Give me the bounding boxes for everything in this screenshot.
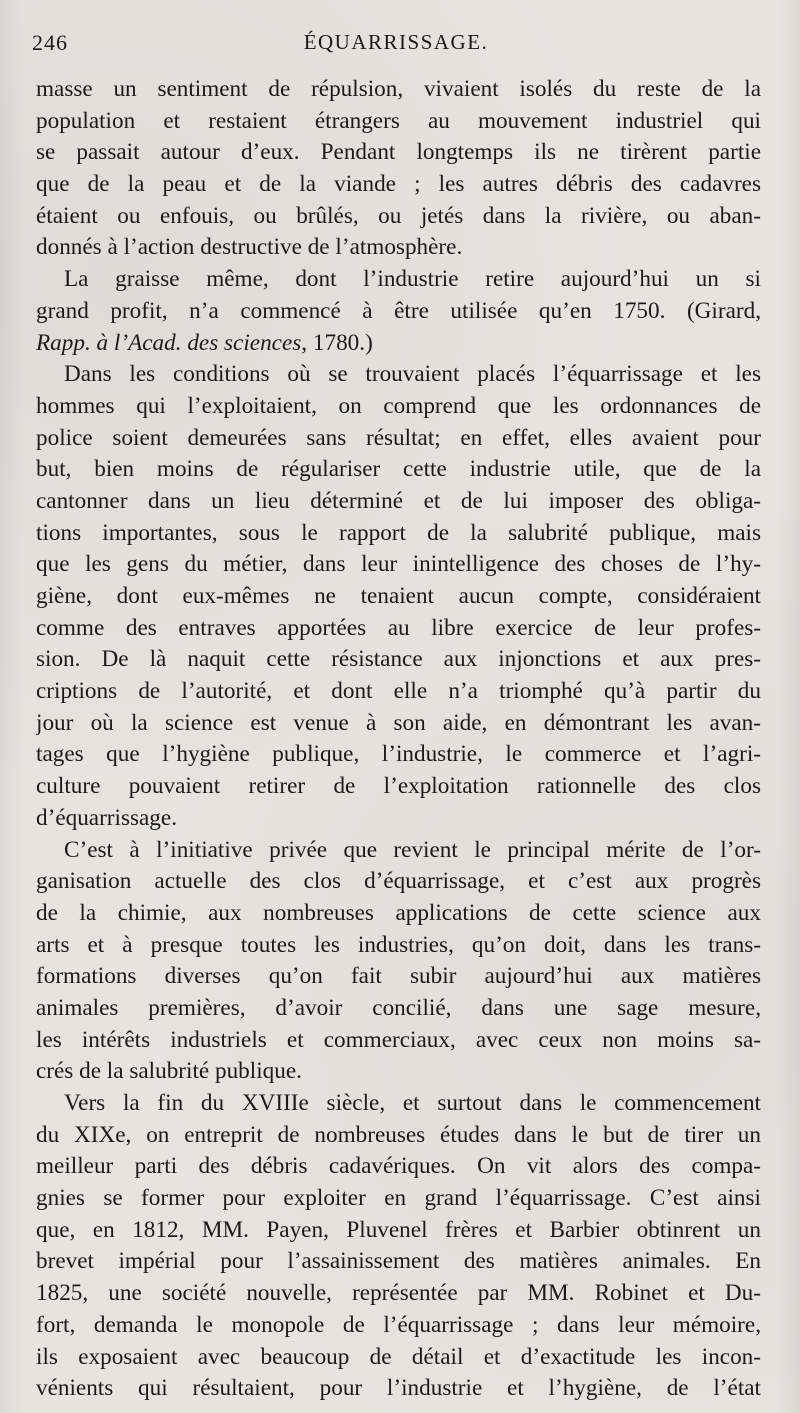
text-line: hommes qui l’exploitaient, on comprend que les ordonnances de	[36, 392, 761, 419]
text-line: masse un sentiment de répulsion, vivaient isolés du reste de la	[36, 76, 761, 102]
body-text	[36, 74, 761, 1405]
page-number: 246	[32, 30, 68, 55]
text-line: Vers la fin du XVIIIe siècle, et surtout dans le commencement	[64, 1090, 761, 1116]
text-line: meilleur parti des débris cadavériques. On vit alors des compa-	[36, 1153, 761, 1180]
running-head	[32, 30, 760, 62]
text-line: du XIXe, on entreprit de nombreuses études dans le but de tirer un	[36, 1121, 761, 1148]
text-line: tions importantes, sous le rapport de la salubrité publique, mais	[36, 519, 761, 546]
text-line: que les gens du métier, dans leur inintelligence des choses de l’hy-	[36, 551, 761, 578]
text-line: criptions de l’autorité, et dont elle n’a triomphé qu’à partir du	[36, 678, 761, 705]
text-line: de la chimie, aux nombreuses applications de cette science aux	[36, 899, 761, 926]
text-line: les intérêts industriels et commerciaux, avec ceux non moins sa-	[36, 1026, 761, 1053]
text-line: Rapp. à l’Acad. des sciences, 1780.)	[36, 329, 373, 356]
text-line: ganisation actuelle des clos d’équarrissage, et c’est aux progrès	[36, 868, 761, 895]
text-line: brevet impérial pour l’assainissement des matières animales. En	[36, 1248, 761, 1275]
text-line: que, en 1812, MM. Payen, Pluvenel frères et Barbier obtinrent un	[36, 1216, 761, 1243]
text-line: La graisse même, dont l’industrie retire aujourd’hui un si	[64, 266, 761, 293]
text-line: se passait autour d’eux. Pendant longtemps ils ne tirèrent partie	[36, 139, 761, 166]
text-line: Dans les conditions où se trouvaient placés l’équarrissage et les	[64, 361, 761, 388]
running-title: ÉQUARRISSAGE.	[303, 30, 489, 54]
text-line: jour où la science est venue à son aide, en démontrant les avan-	[36, 709, 761, 736]
text-line: cantonner dans un lieu déterminé et de lui imposer des obliga-	[36, 487, 761, 514]
text-line: grand profit, n’a commencé à être utilisée qu’en 1750. (Girard,	[36, 297, 761, 324]
text-line: C’est à l’initiative privée que revient le principal mérite de l’or-	[64, 836, 761, 863]
text-line: d’équarrissage.	[36, 804, 177, 831]
citation-title: Rapp. à l’Acad. des sciences	[36, 329, 302, 356]
text-line: crés de la salubrité publique.	[36, 1058, 302, 1085]
text-line: donnés à l’action destructive de l’atmosphère.	[36, 234, 463, 261]
text-line: ils exposaient avec beaucoup de détail et d’exactitude les incon-	[36, 1343, 761, 1370]
text-line: giène, dont eux-mêmes ne tenaient aucun compte, considéraient	[36, 583, 761, 609]
text-line: formations diverses qu’on fait subir aujourd’hui aux matières	[36, 963, 761, 990]
text-line: fort, demanda le monopole de l’équarrissage ; dans leur mémoire,	[36, 1311, 761, 1338]
text-line: arts et à presque toutes les industries, qu’on doit, dans les trans-	[36, 931, 761, 958]
text-line: animales premières, d’avoir concilié, dans une sage mesure,	[36, 994, 761, 1021]
text-line: étaient ou enfouis, ou brûlés, ou jetés dans la rivière, ou aban-	[36, 202, 761, 229]
text-line: population et restaient étrangers au mouvement industriel qui	[36, 107, 761, 134]
text-line: 1825, une société nouvelle, représentée par MM. Robinet et Du-	[36, 1280, 761, 1307]
text-line: police soient demeurées sans résultat; en effet, elles avaient pour	[36, 424, 761, 451]
text-line: vénients qui résultaient, pour l’industrie et l’hygiène, de l’état	[36, 1375, 761, 1402]
text-line: que de la peau et de la viande ; les autres débris des cadavres	[36, 171, 761, 198]
text-line: comme des entraves apportées au libre exercice de leur profes-	[36, 614, 761, 641]
text-line: gnies se former pour exploiter en grand l’équarrissage. C’est ainsi	[36, 1185, 761, 1212]
text-line: tages que l’hygiène publique, l’industrie, le commerce et l’agri-	[36, 741, 761, 768]
text-line: but, bien moins de régulariser cette industrie utile, que de la	[36, 456, 761, 483]
text-line: culture pouvaient retirer de l’exploitation rationnelle des clos	[36, 773, 761, 800]
text-line: sion. De là naquit cette résistance aux injonctions et aux pres-	[36, 646, 761, 673]
